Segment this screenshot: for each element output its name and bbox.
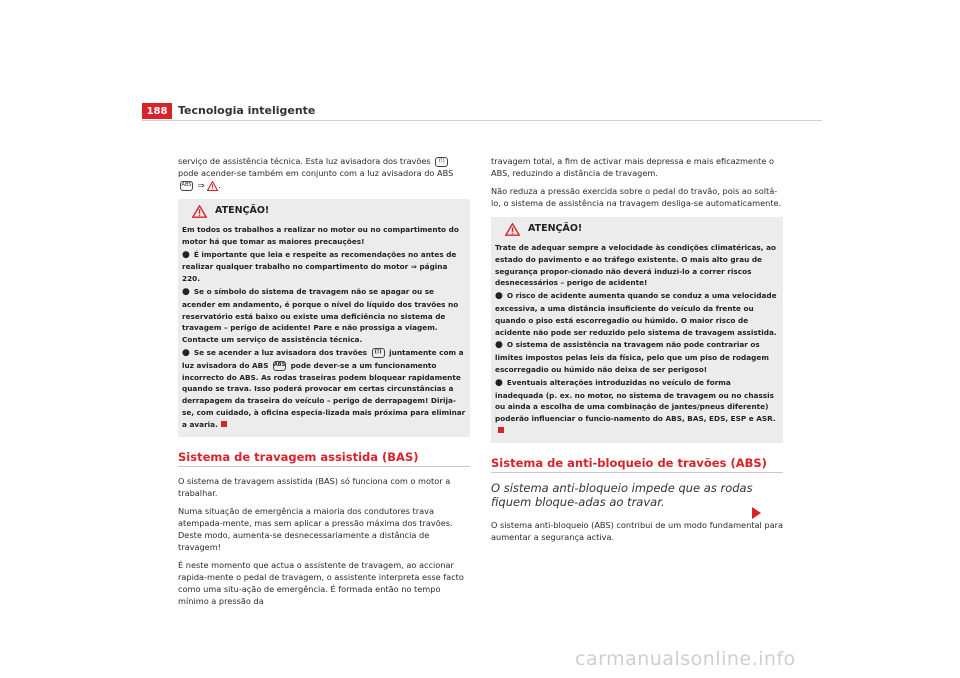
end-of-section-marker xyxy=(221,421,227,427)
warning-item: ● É importante que leia e respeite as recomendações no antes de realizar qualquer trabalho no compartimento do motor ⇒ página 220. xyxy=(182,249,457,284)
warning-box-left xyxy=(178,199,470,437)
warning-item: ● Se o símbolo do sistema de travagem não se apagar ou se acender em andamento, é porque o nível do líquido dos travões no reservatório está baixo ou existe uma deficiência no sistema de travagem – perigo de acidente! Pare e não prossiga a viagem. Contacte um serviço de assistência técnica. xyxy=(182,286,459,345)
brake-warning-icon: (!) xyxy=(372,348,385,358)
continue-arrow-icon xyxy=(752,507,761,519)
warning-triangle-icon xyxy=(192,205,207,218)
warning-triangle-icon xyxy=(505,223,520,236)
warning-body xyxy=(178,224,470,433)
warning-heading: ATENÇÃO! xyxy=(528,223,583,234)
warning-body xyxy=(491,242,783,439)
warning-header xyxy=(178,199,470,223)
warning-intro: Em todos os trabalhos a realizar no motor ou no compartimento do motor há que tomar as maiores precauções! xyxy=(182,225,459,246)
warning-item-text: O risco de acidente aumenta quando se conduz a uma velocidade excessiva, a uma distância insuficiente do veículo da frente ou quando o piso está escorregadio ou húmido. O maior risco de acidente não pode ser reduzido pelo sistema de travagem assistida. xyxy=(495,291,777,337)
abs-warning-icon: ABS xyxy=(273,361,286,371)
warning-item-text: juntamente com a luz avisadora do ABS xyxy=(182,347,464,370)
intro-text-1: serviço de assistência técnica. Esta luz avisadora dos travões xyxy=(178,156,431,166)
intro-paragraph: serviço de assistência técnica. Esta luz avisadora dos travões (!) pode acender-se também em conjunto com a luz avisadora do ABS ABS ⇒ . xyxy=(178,156,454,190)
warning-intro: Trate de adequar sempre a velocidade às condições climatéricas, ao estado do pavimento e ao tráfego existente. O mais alto grau de segurança propor-cionado não deverá induzi-lo a correr riscos desnecessários – perigo de acidente! xyxy=(495,243,777,288)
body-paragraph: O sistema de travagem assistida (BAS) só funciona com o motor a trabalhar. xyxy=(178,475,451,498)
section-subtitle: O sistema anti-bloqueio impede que as rodas fiquem bloque-adas ao travar. xyxy=(491,480,753,509)
warning-heading: ATENÇÃO! xyxy=(215,205,270,216)
abs-warning-icon: ABS xyxy=(180,181,193,191)
warning-item: ● Eventuais alterações introduzidas no veículo de forma inadequada (p. ex. no motor, no sistema de travagem ou no chassis ou ainda a escolha de uma combinação de jantes/pneus diferente) poderão influenciar o funcio-namento do ABS, BAS, EDS, ESP e ASR. xyxy=(495,377,779,437)
intro-text-2: pode acender-se também em conjunto com a luz avisadora do ABS xyxy=(178,168,454,178)
left-column xyxy=(178,155,470,613)
warning-header xyxy=(491,217,783,241)
body-paragraph: É neste momento que actua o assistente de travagem, ao accionar rapida-mente o pedal de travagem, o assistente interpreta esse facto como uma situ-ação de emergência. É formada então no tempo mínimo a pressão da xyxy=(178,559,464,606)
warning-item-text: pode dever-se a um funcionamento incorrecto do ABS. As rodas traseiras podem bloquear rapidamente quando se trava. Isso poderá provocar em certas circunstâncias a derrapagem da traseira do veículo – perigo de derrapagem! Dirija-se, com cuidado, à oficina especia-lizada mais próxima para eliminar a avaria. xyxy=(182,360,466,429)
warning-triangle-icon xyxy=(207,181,218,191)
warning-item-text: Se o símbolo do sistema de travagem não se apagar ou se acender em andamento, é porque o nível do líquido dos travões no reservatório está baixo ou existe uma deficiência no sistema de travagem – perigo de acidente! Pare e não prossiga a viagem. Contacte um serviço de assistência técnica. xyxy=(182,286,459,345)
body-paragraph: Não reduza a pressão exercida sobre o pedal do travão, pois ao soltá-lo, o sistema de assistência na travagem desliga-se automaticamente. xyxy=(491,186,782,208)
section-title-abs: Sistema de anti-bloqueio de travões (ABS) xyxy=(491,457,783,473)
warning-item: ● O risco de acidente aumenta quando se conduz a uma velocidade excessiva, a uma distância insuficiente do veículo da frente ou quando o piso está escorregadio ou húmido. O maior risco de acidente não pode ser reduzido pelo sistema de travagem assistida. xyxy=(495,291,777,337)
chapter-title: Tecnologia inteligente xyxy=(178,104,316,117)
body-paragraph: travagem total, a fim de activar mais depressa e mais eficazmente o ABS, reduzindo a distância de travagem. xyxy=(491,156,775,178)
warning-item-text: O sistema de assistência na travagem não pode contrariar os limites impostos pelas leis da física, pelo que um piso de rodagem escorregadio ou húmido não deixa de ser perigoso! xyxy=(495,340,769,374)
warning-item: ● O sistema de assistência na travagem não pode contrariar os limites impostos pelas leis da física, pelo que um piso de rodagem escorregadio ou húmido não deixa de ser perigoso! xyxy=(495,340,769,374)
warning-box-right xyxy=(491,217,783,443)
intro-arrow: ⇒ xyxy=(197,180,205,190)
watermark: carmanualsonline.info xyxy=(575,648,796,670)
page-number: 188 xyxy=(142,103,172,119)
brake-warning-icon: (!) xyxy=(435,157,448,167)
warning-item: ● Se se acender a luz avisadora dos travões (!) juntamente com a luz avisadora do ABS ABS pode dever-se a um funcionamento incorrecto do ABS. As rodas traseiras podem bloquear rapidamente quando se trava. Isso poderá provocar em certas circunstâncias a derrapagem da traseira do veículo – perigo de derrapagem! Dirija-se, com cuidado, à oficina especia-lizada mais próxima para eliminar a avaria. xyxy=(182,347,466,429)
body-paragraph: Numa situação de emergência a maioria dos condutores trava atempada-mente, mas sem aplicar a pressão máxima dos travões. Deste modo, aumenta-se desnecessariamente a distância de travagem! xyxy=(178,505,453,552)
warning-item-text: Se se acender a luz avisadora dos travões xyxy=(193,347,368,357)
header-divider xyxy=(142,120,822,121)
end-of-section-marker xyxy=(498,427,504,433)
right-column xyxy=(491,155,783,549)
section-title-bas: Sistema de travagem assistida (BAS) xyxy=(178,451,470,467)
body-paragraph: O sistema anti-bloqueio (ABS) contribui de um modo fundamental para aumentar a segurança activa. xyxy=(491,519,783,542)
warning-item-text: Eventuais alterações introduzidas no veículo de forma inadequada (p. ex. no motor, no sistema de travagem ou no chassis ou ainda a escolha de uma combinação de jantes/pneus diferente) poderão influenciar o funcio-namento do ABS, BAS, EDS, ESP e ASR. xyxy=(495,377,776,424)
warning-item-text: É importante que leia e respeite as recomendações no antes de realizar qualquer trabalho no compartimento do motor ⇒ página 220. xyxy=(182,249,457,284)
